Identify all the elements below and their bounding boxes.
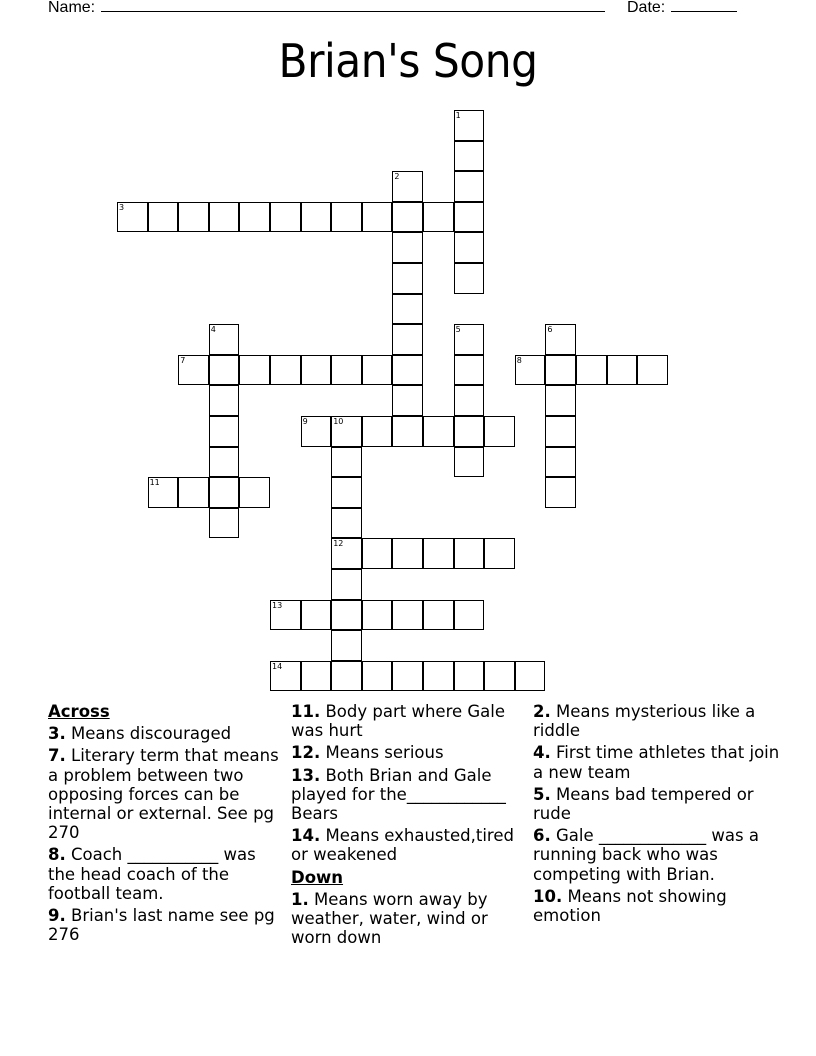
clue-across-9 xyxy=(48,906,288,944)
clue-number: 7. xyxy=(48,746,66,766)
grid-cell[interactable] xyxy=(423,202,454,233)
grid-cell[interactable] xyxy=(239,477,270,508)
cell-number: 4 xyxy=(210,325,216,335)
grid-cell[interactable] xyxy=(362,600,393,631)
cell-number: 14 xyxy=(272,661,283,671)
clue-down-1 xyxy=(291,890,531,948)
grid-cell[interactable] xyxy=(117,202,148,233)
grid-cell[interactable] xyxy=(239,202,270,233)
clue-number: 12. xyxy=(291,743,321,763)
grid-cell[interactable] xyxy=(454,355,485,386)
cell-number: 10 xyxy=(333,417,344,426)
grid-cell[interactable] xyxy=(545,416,576,447)
clue-down-10 xyxy=(533,887,783,925)
grid-cell[interactable] xyxy=(454,538,485,569)
clue-down-2 xyxy=(533,702,783,740)
cell-number: 6 xyxy=(547,325,553,335)
grid-cell[interactable] xyxy=(423,600,454,631)
cell-number: 3 xyxy=(119,202,125,212)
grid-cell[interactable] xyxy=(209,355,240,386)
clue-across-12 xyxy=(291,743,531,762)
clue-text: Both Brian and Gale played for the____________ Bears xyxy=(291,765,506,824)
grid-cell[interactable] xyxy=(331,416,362,447)
grid-cell[interactable] xyxy=(454,416,485,447)
grid-cell[interactable] xyxy=(454,232,485,263)
cell-number: 2 xyxy=(394,172,400,182)
clue-number: 9. xyxy=(48,906,66,926)
grid-cell[interactable] xyxy=(209,324,240,355)
grid-cell[interactable] xyxy=(239,355,270,386)
grid-cell[interactable] xyxy=(178,355,209,386)
clue-across-11 xyxy=(291,702,531,740)
clue-number: 13. xyxy=(291,765,321,785)
grid-cell[interactable] xyxy=(301,202,332,233)
grid-cell[interactable] xyxy=(362,416,393,447)
grid-cell[interactable] xyxy=(392,416,423,447)
grid-cell[interactable] xyxy=(454,600,485,631)
grid-cell[interactable] xyxy=(392,324,423,355)
grid-cell[interactable] xyxy=(454,385,485,416)
cell-number: 5 xyxy=(455,325,461,335)
clue-text: Means not showing emotion xyxy=(533,886,727,926)
grid-cell[interactable] xyxy=(362,202,393,233)
grid-cell[interactable] xyxy=(576,355,607,386)
grid-cell[interactable] xyxy=(637,355,668,386)
clue-text: Means mysterious like a riddle xyxy=(533,702,756,741)
cell-number: 7 xyxy=(180,355,186,365)
grid-cell[interactable] xyxy=(178,477,209,508)
clue-number: 2. xyxy=(533,702,551,721)
grid-cell[interactable] xyxy=(331,202,362,233)
grid-cell[interactable] xyxy=(454,447,485,478)
grid-cell[interactable] xyxy=(301,355,332,386)
grid-cell[interactable] xyxy=(454,263,485,294)
clue-number: 10. xyxy=(533,886,563,906)
grid-cell[interactable] xyxy=(392,263,423,294)
clue-text: Means exhausted,tired or weakened xyxy=(291,826,514,865)
clue-down-5 xyxy=(533,785,783,823)
grid-cell[interactable] xyxy=(209,477,240,508)
grid-cell[interactable] xyxy=(331,508,362,539)
grid-cell[interactable] xyxy=(209,447,240,478)
grid-cell[interactable] xyxy=(607,355,638,386)
grid-cell[interactable] xyxy=(423,538,454,569)
grid-cell[interactable] xyxy=(301,416,332,447)
grid-cell[interactable] xyxy=(545,324,576,355)
grid-cell[interactable] xyxy=(148,202,179,233)
grid-cell[interactable] xyxy=(454,171,485,202)
cell-number: 9 xyxy=(302,417,308,426)
clue-text: First time athletes that join a new team xyxy=(533,743,780,782)
clue-text: Literary term that means a problem between two opposing forces can be internal or external. See pg 270 xyxy=(48,746,279,843)
clue-number: 4. xyxy=(533,743,551,763)
across-heading: Across xyxy=(48,702,110,721)
grid-cell[interactable] xyxy=(423,416,454,447)
grid-cell[interactable] xyxy=(148,477,179,508)
clues-column-1 xyxy=(48,702,288,947)
clue-number: 14. xyxy=(291,826,321,846)
grid-cell[interactable] xyxy=(484,538,515,569)
clue-across-7 xyxy=(48,746,288,842)
down-heading: Down xyxy=(291,867,344,887)
cell-number: 8 xyxy=(516,355,522,365)
clue-down-6 xyxy=(533,826,783,884)
clue-across-13 xyxy=(291,766,531,824)
grid-cell[interactable] xyxy=(178,202,209,233)
clues-column-2 xyxy=(291,702,531,950)
grid-cell[interactable] xyxy=(454,661,485,692)
grid-cell[interactable] xyxy=(423,661,454,692)
name-label: Name: xyxy=(48,0,96,16)
grid-cell[interactable] xyxy=(515,355,546,386)
grid-cell[interactable] xyxy=(392,385,423,416)
grid-cell[interactable] xyxy=(301,600,332,631)
grid-cell[interactable] xyxy=(270,661,301,692)
grid-cell[interactable] xyxy=(392,355,423,386)
date-label: Date: xyxy=(627,0,666,16)
grid-cell[interactable] xyxy=(270,355,301,386)
grid-cell[interactable] xyxy=(331,661,362,692)
grid-cell[interactable] xyxy=(331,447,362,478)
grid-cell[interactable] xyxy=(331,630,362,661)
grid-cell[interactable] xyxy=(392,202,423,233)
grid-cell[interactable] xyxy=(454,324,485,355)
clue-text: Coach ___________ was the head coach of the football team. xyxy=(48,845,256,903)
clue-number: 8. xyxy=(48,845,66,865)
grid-cell[interactable] xyxy=(392,171,423,202)
clue-number: 6. xyxy=(533,826,551,846)
grid-cell[interactable] xyxy=(484,661,515,692)
clue-across-14 xyxy=(291,826,531,864)
grid-cell[interactable] xyxy=(545,447,576,478)
grid-cell[interactable] xyxy=(392,538,423,569)
grid-cell[interactable] xyxy=(270,600,301,631)
clue-text: Gale _____________ was a running back who was competing with Brian. xyxy=(533,826,759,884)
clues-column-3 xyxy=(533,702,783,928)
grid-cell[interactable] xyxy=(454,110,485,141)
clue-down-4 xyxy=(533,743,783,781)
grid-cell[interactable] xyxy=(362,538,393,569)
clue-text: Means discouraged xyxy=(71,724,232,744)
grid-cell[interactable] xyxy=(331,355,362,386)
clue-text: Brian's last name see pg 276 xyxy=(48,906,275,945)
clue-text: Means bad tempered or rude xyxy=(533,784,754,824)
grid-cell[interactable] xyxy=(209,202,240,233)
grid-cell[interactable] xyxy=(301,661,332,692)
clue-text: Body part where Gale was hurt xyxy=(291,702,506,741)
grid-cell[interactable] xyxy=(331,477,362,508)
cell-number: 12 xyxy=(333,539,344,549)
grid-cell[interactable] xyxy=(454,141,485,172)
grid-cell[interactable] xyxy=(392,232,423,263)
clue-number: 11. xyxy=(291,702,321,721)
grid-cell[interactable] xyxy=(484,416,515,447)
grid-cell[interactable] xyxy=(515,661,546,692)
cell-number: 11 xyxy=(149,478,160,488)
clue-number: 3. xyxy=(48,724,66,744)
grid-cell[interactable] xyxy=(331,600,362,631)
cell-number: 1 xyxy=(455,111,461,120)
grid-cell[interactable] xyxy=(545,477,576,508)
grid-cell[interactable] xyxy=(545,385,576,416)
grid-cell[interactable] xyxy=(392,294,423,325)
grid-cell[interactable] xyxy=(392,600,423,631)
grid-cell[interactable] xyxy=(454,202,485,233)
grid-cell[interactable] xyxy=(209,416,240,447)
grid-cell[interactable] xyxy=(331,569,362,600)
clue-number: 1. xyxy=(291,889,309,909)
clue-text: Means serious xyxy=(325,743,444,763)
clue-text: Means worn away by weather, water, wind or worn down xyxy=(291,889,488,948)
grid-cell[interactable] xyxy=(362,661,393,692)
page-title: Brian's Song xyxy=(278,34,538,88)
grid-cell[interactable] xyxy=(331,538,362,569)
grid-cell[interactable] xyxy=(392,661,423,692)
clue-number: 5. xyxy=(533,784,551,804)
grid-cell[interactable] xyxy=(209,508,240,539)
grid-cell[interactable] xyxy=(545,355,576,386)
clue-across-8 xyxy=(48,845,288,903)
grid-cell[interactable] xyxy=(209,385,240,416)
cell-number: 13 xyxy=(272,600,283,610)
clue-across-3 xyxy=(48,724,288,743)
grid-cell[interactable] xyxy=(362,355,393,386)
grid-cell[interactable] xyxy=(270,202,301,233)
